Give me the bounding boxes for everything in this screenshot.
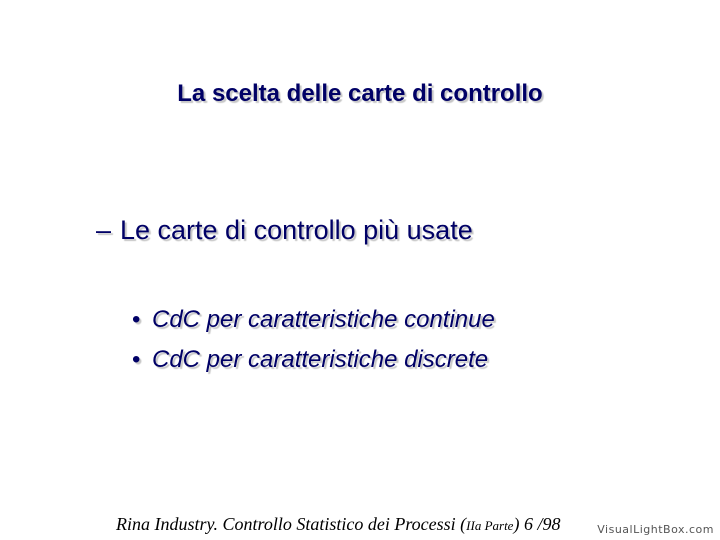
main-bullet <box>96 215 473 246</box>
sub-bullet-item <box>132 304 495 344</box>
watermark-text: VisualLightBox.com <box>597 523 714 536</box>
footer-prefix: Rina Industry. Controllo Statistico dei Processi ( <box>116 514 467 534</box>
footer-part: IIa Parte <box>466 518 514 533</box>
sub-bullet-text: CdC per caratteristiche continue <box>152 306 495 333</box>
sub-bullet-list <box>132 304 495 384</box>
sub-bullet-item <box>132 344 495 384</box>
bullet-marker: • <box>132 346 141 373</box>
slide-title: La scelta delle carte di controllo <box>177 80 543 107</box>
dash-marker: – <box>96 215 112 245</box>
sub-bullet-text: CdC per caratteristiche discrete <box>152 346 489 373</box>
slide-footer <box>116 514 560 535</box>
main-bullet-text: Le carte di controllo più usate <box>120 215 473 245</box>
bullet-marker: • <box>132 306 141 333</box>
footer-suffix: ) 6 /98 <box>513 514 561 534</box>
